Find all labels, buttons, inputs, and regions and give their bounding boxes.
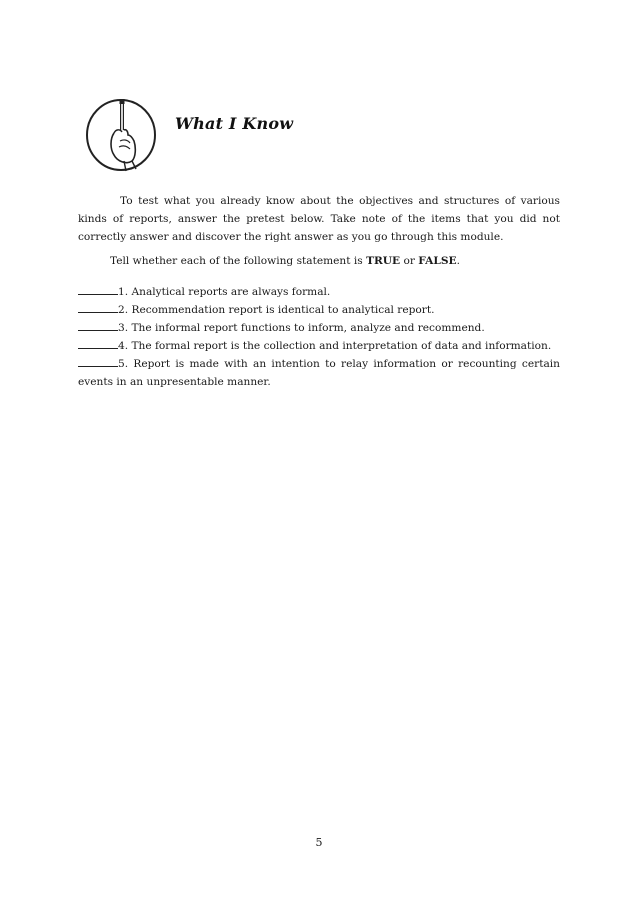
false-keyword: FALSE bbox=[418, 255, 457, 267]
item-text: 4. The formal report is the collection and interpretation of data and information. bbox=[118, 340, 552, 352]
answer-blank[interactable] bbox=[78, 337, 118, 349]
pretest-item bbox=[78, 283, 560, 301]
true-keyword: TRUE bbox=[366, 255, 401, 267]
pretest-item bbox=[78, 319, 560, 337]
answer-blank[interactable] bbox=[78, 301, 118, 313]
item-text: 5. Report is made with an intention to relay information or recounting certain events in an unpresentable manner. bbox=[78, 358, 560, 388]
pretest-items bbox=[78, 283, 560, 391]
item-text: 2. Recommendation report is identical to analytical report. bbox=[118, 304, 435, 316]
pretest-item bbox=[78, 301, 560, 319]
instruction-before: Tell whether each of the following statement is bbox=[110, 255, 367, 267]
instruction-text bbox=[78, 252, 560, 270]
pretest-item bbox=[78, 337, 560, 355]
section-title: What I Know bbox=[175, 114, 294, 133]
lesson-content bbox=[78, 192, 560, 391]
answer-blank[interactable] bbox=[78, 319, 118, 331]
item-text: 1. Analytical reports are always formal. bbox=[118, 286, 331, 298]
intro-paragraph: To test what you already know about the objectives and structures of various kinds of reports, answer the pretest below. Take note of the items that you did not correctly answer and discover the right answer as you go through this module. bbox=[78, 195, 560, 243]
page-number: 5 bbox=[315, 836, 323, 849]
answer-blank[interactable] bbox=[78, 355, 118, 367]
hand-holding-pencil-icon bbox=[84, 95, 158, 173]
section-header bbox=[84, 95, 564, 175]
answer-blank[interactable] bbox=[78, 283, 118, 295]
item-text: 3. The informal report functions to inform, analyze and recommend. bbox=[118, 322, 485, 334]
instruction-middle: or bbox=[400, 255, 419, 267]
pretest-item bbox=[78, 355, 560, 391]
instruction-after: . bbox=[456, 255, 460, 267]
